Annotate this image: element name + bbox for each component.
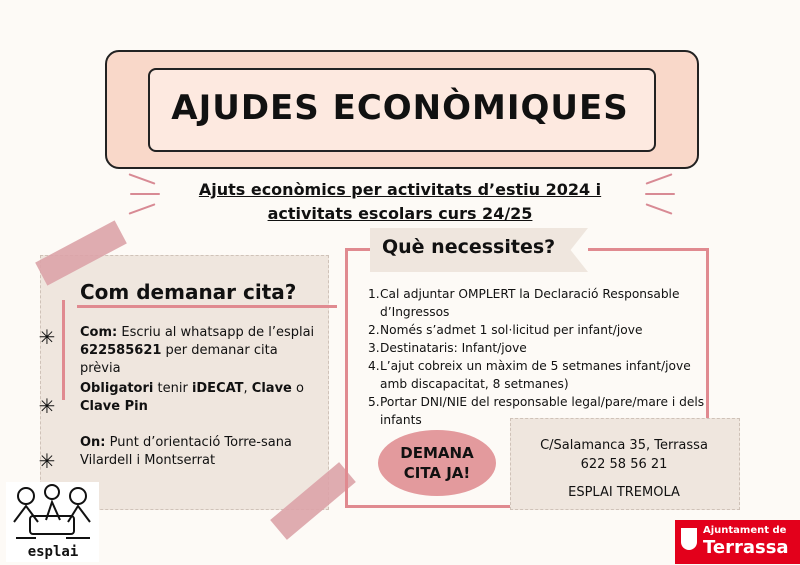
esplai-logo-drawing bbox=[6, 482, 99, 542]
where-label: On: bbox=[80, 435, 106, 450]
how-text: Escriu al whatsapp de l’esplai bbox=[117, 325, 315, 340]
clave-pin-text: Clave Pin bbox=[80, 399, 148, 414]
needs-title: Què necessites? bbox=[382, 236, 556, 258]
underline-decor bbox=[77, 305, 337, 308]
required-label: Obligatori bbox=[80, 381, 154, 396]
list-text: L’ajut cobreix un màxim de 5 setmanes infant/jove amb discapacitat, 8 setmanes) bbox=[380, 359, 691, 391]
list-item bbox=[368, 321, 708, 339]
list-number: 5. bbox=[368, 395, 380, 409]
frame-line bbox=[588, 248, 708, 251]
or-text: o bbox=[291, 381, 304, 396]
subtitle bbox=[150, 178, 650, 226]
where-text: Punt d’orientació Torre-sana Vilardell i Montserrat bbox=[80, 435, 292, 468]
asterisk-icon: ✳ bbox=[38, 394, 56, 418]
frame-line bbox=[345, 505, 510, 508]
entity-name: ESPLAI TREMOLA bbox=[568, 485, 680, 500]
comma-text: , bbox=[243, 381, 252, 396]
book-appointment-badge bbox=[378, 430, 496, 496]
frame-line bbox=[345, 248, 371, 251]
phone-number: 622 58 56 21 bbox=[580, 457, 668, 472]
how-text-2: per demanar cita prèvia bbox=[80, 343, 278, 376]
page-title: AJUDES ECONÒMIQUES bbox=[171, 88, 629, 128]
list-item bbox=[368, 339, 708, 357]
list-text: Cal adjuntar OMPLERT la Declaració Responsable d’Ingressos bbox=[380, 287, 680, 319]
list-number: 4. bbox=[368, 359, 380, 373]
whatsapp-phone: 622585621 bbox=[80, 343, 162, 358]
list-text: Destinataris: Infant/jove bbox=[380, 341, 527, 355]
shield-icon bbox=[681, 528, 697, 550]
ajuntament-line-1: Ajuntament de bbox=[703, 525, 787, 536]
where-paragraph bbox=[80, 434, 320, 470]
list-number: 2. bbox=[368, 323, 380, 337]
how-paragraph bbox=[80, 324, 320, 378]
clave-text: Clave bbox=[251, 381, 292, 396]
list-text: Portar DNI/NIE del responsable legal/pare/mare i dels infants bbox=[380, 395, 705, 427]
how-label: Com: bbox=[80, 325, 118, 340]
cta-line-2: CITA JA! bbox=[403, 464, 471, 482]
required-paragraph bbox=[80, 380, 320, 416]
frame-line bbox=[62, 300, 65, 400]
list-number: 3. bbox=[368, 341, 380, 355]
required-text: tenir bbox=[153, 381, 192, 396]
how-to-title: Com demanar cita? bbox=[80, 280, 297, 304]
asterisk-icon: ✳ bbox=[38, 449, 56, 473]
esplai-logo-text: esplai bbox=[27, 544, 79, 560]
list-text: Només s’admet 1 sol·licitud per infant/jove bbox=[380, 323, 643, 337]
subtitle-line-2: activitats escolars curs 24/25 bbox=[267, 204, 533, 223]
list-item bbox=[368, 285, 708, 321]
address-block bbox=[510, 436, 738, 502]
list-item bbox=[368, 357, 708, 393]
idecat-text: iDECAT bbox=[191, 381, 244, 396]
needs-list bbox=[368, 285, 708, 429]
subtitle-line-1: Ajuts econòmics per activitats d’estiu 2024 i bbox=[198, 180, 602, 199]
street-address: C/Salamanca 35, Terrassa bbox=[540, 438, 708, 453]
ajuntament-line-2: Terrassa bbox=[703, 537, 789, 558]
list-number: 1. bbox=[368, 287, 380, 301]
cta-line-1: DEMANA bbox=[400, 444, 474, 462]
frame-line bbox=[345, 248, 348, 508]
asterisk-icon: ✳ bbox=[38, 325, 56, 349]
